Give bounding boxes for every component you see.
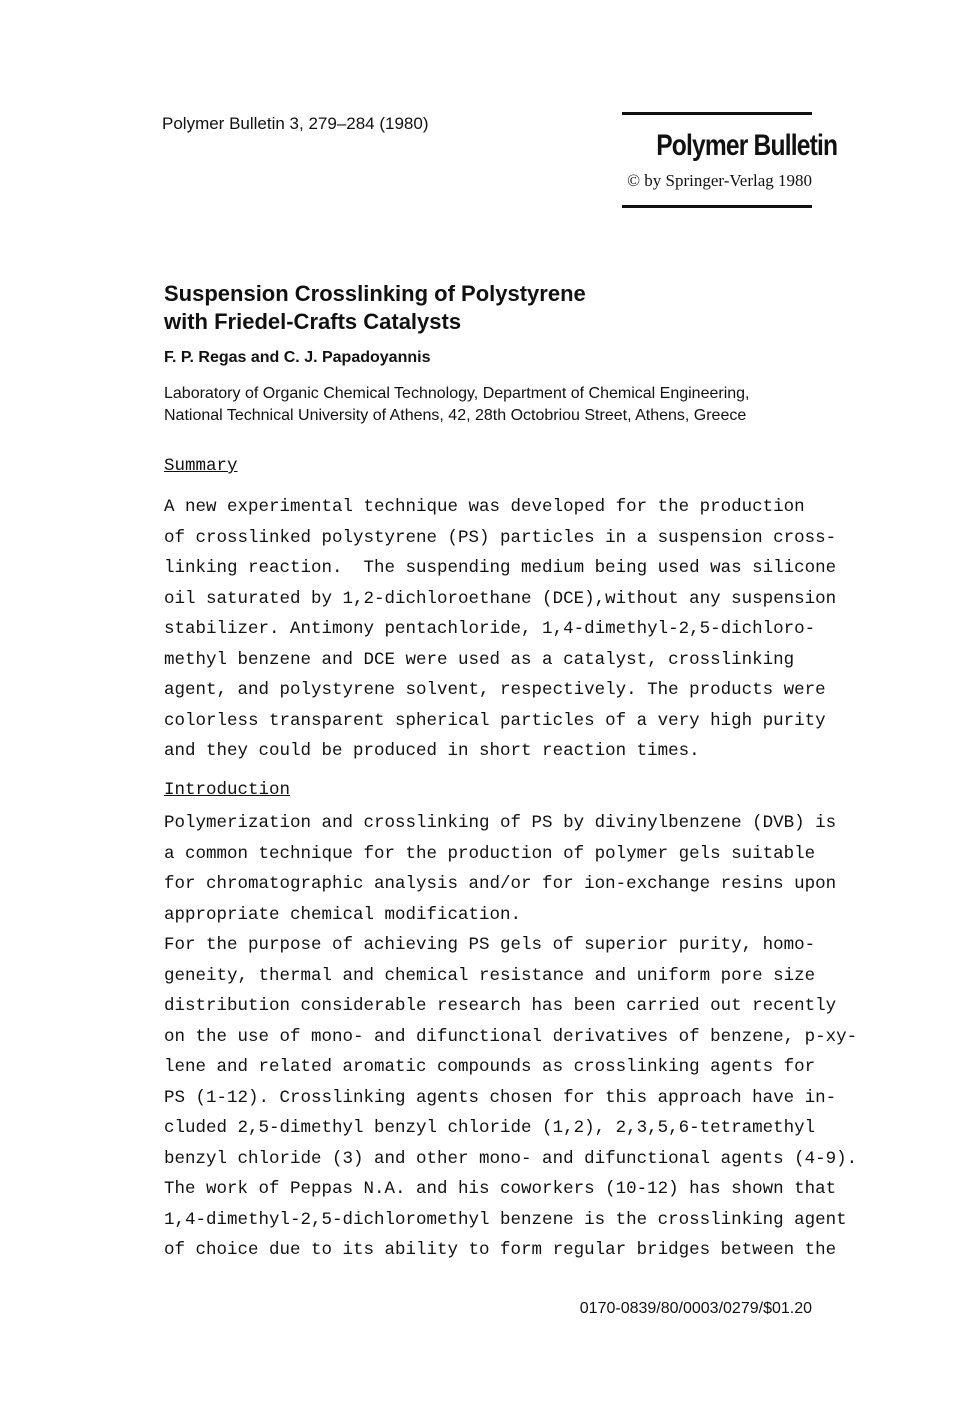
article-authors: F. P. Regas and C. J. Papadoyannis <box>164 349 431 366</box>
journal-name: Polymer Bulletin <box>656 129 838 162</box>
title-line: with Friedel-Crafts Catalysts <box>164 309 462 334</box>
text-line: distribution considerable research has been carried out recently <box>164 996 837 1016</box>
masthead-top-rule <box>622 112 812 115</box>
text-line: benzyl chloride (3) and other mono- and difunctional agents (4-9). <box>164 1148 858 1169</box>
article-title <box>164 280 586 336</box>
text-line: A new experimental technique was developed for the production <box>164 497 805 517</box>
text-line: lene and related aromatic compounds as crosslinking agents for <box>164 1057 816 1077</box>
text-line: Polymerization and crosslinking of PS by divinylbenzene (DVB) is <box>164 813 837 833</box>
introduction-text <box>164 808 858 1266</box>
text-line: agent, and polystyrene solvent, respectively. The products were <box>164 680 826 700</box>
text-line: geneity, thermal and chemical resistance and uniform pore size <box>164 965 816 986</box>
author-affiliation <box>164 383 750 427</box>
text-line: linking reaction. The suspending medium being used was silicone <box>164 558 837 578</box>
text-line: For the purpose of achieving PS gels of superior purity, homo- <box>164 935 816 955</box>
text-line: 1,4-dimethyl-2,5-dichloromethyl benzene is the crosslinking agent <box>164 1209 847 1230</box>
affiliation-line: National Technical University of Athens, 42, 28th Octobriou Street, Athens, Greece <box>164 407 747 424</box>
text-line: cluded 2,5-dimethyl benzyl chloride (1,2), 2,3,5,6-tetramethyl <box>164 1118 816 1138</box>
text-line: of choice due to its ability to form regular bridges between the <box>164 1240 837 1260</box>
text-line: methyl benzene and DCE were used as a catalyst, crosslinking <box>164 649 795 670</box>
text-line: appropriate chemical modification. <box>164 904 522 925</box>
masthead-bottom-rule <box>622 205 812 208</box>
journal-masthead <box>622 112 838 208</box>
text-line: oil saturated by 1,2-dichloroethane (DCE),without any suspension <box>164 588 837 609</box>
copyright-notice: © by Springer-Verlag 1980 <box>627 171 812 190</box>
text-line: colorless transparent spherical particles of a very high purity <box>164 710 826 731</box>
text-line: for chromatographic analysis and/or for ion-exchange resins upon <box>164 874 837 894</box>
affiliation-line: Laboratory of Organic Chemical Technology, Department of Chemical Engineering, <box>164 385 750 402</box>
text-line: a common technique for the production of polymer gels suitable <box>164 843 816 864</box>
text-line: and they could be produced in short reaction times. <box>164 741 700 761</box>
journal-citation: Polymer Bulletin 3, 279–284 (1980) <box>162 114 429 133</box>
text-line: on the use of mono- and difunctional derivatives of benzene, p-xy- <box>164 1026 858 1047</box>
introduction-heading: Introduction <box>164 780 291 800</box>
text-line: of crosslinked polystyrene (PS) particles in a suspension cross- <box>164 527 837 548</box>
text-line: stabilizer. Antimony pentachloride, 1,4-dimethyl-2,5-dichloro- <box>164 619 816 639</box>
title-line: Suspension Crosslinking of Polystyrene <box>164 281 586 306</box>
text-line: PS (1-12). Crosslinking agents chosen for this approach have in- <box>164 1087 837 1108</box>
text-line: The work of Peppas N.A. and his coworkers (10-12) has shown that <box>164 1179 837 1199</box>
article-code: 0170-0839/80/0003/0279/$01.20 <box>579 1300 812 1317</box>
summary-heading: Summary <box>164 456 238 476</box>
summary-text <box>164 492 837 767</box>
